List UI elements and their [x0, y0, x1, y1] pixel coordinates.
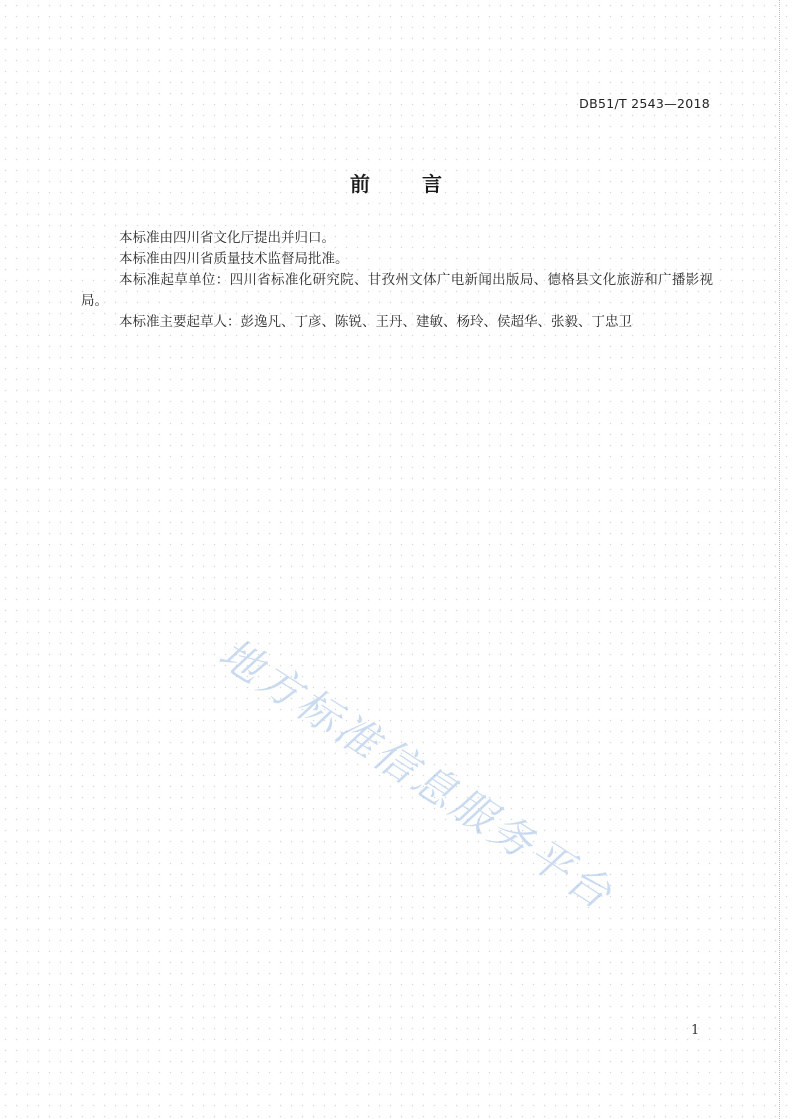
foreword-body	[81, 228, 713, 333]
document-code: DB51/T 2543—2018	[579, 96, 710, 111]
paragraph-drafting-units: 本标准起草单位：四川省标准化研究院、甘孜州文体广电新闻出版局、德格县文化旅游和广播影视局。	[81, 272, 713, 309]
paragraph-drafters: 本标准主要起草人：彭逸凡、丁彦、陈锐、王丹、建敏、杨玲、侯超华、张毅、丁忠卫	[119, 314, 632, 330]
paragraph-approver: 本标准由四川省质量技术监督局批准。	[119, 251, 349, 267]
watermark-text: 地方标准信息服务平台	[210, 628, 623, 920]
page-number: 1	[691, 1023, 700, 1038]
page-title: 前言	[350, 172, 494, 196]
paragraph-proposer: 本标准由四川省文化厅提出并归口。	[119, 230, 335, 246]
